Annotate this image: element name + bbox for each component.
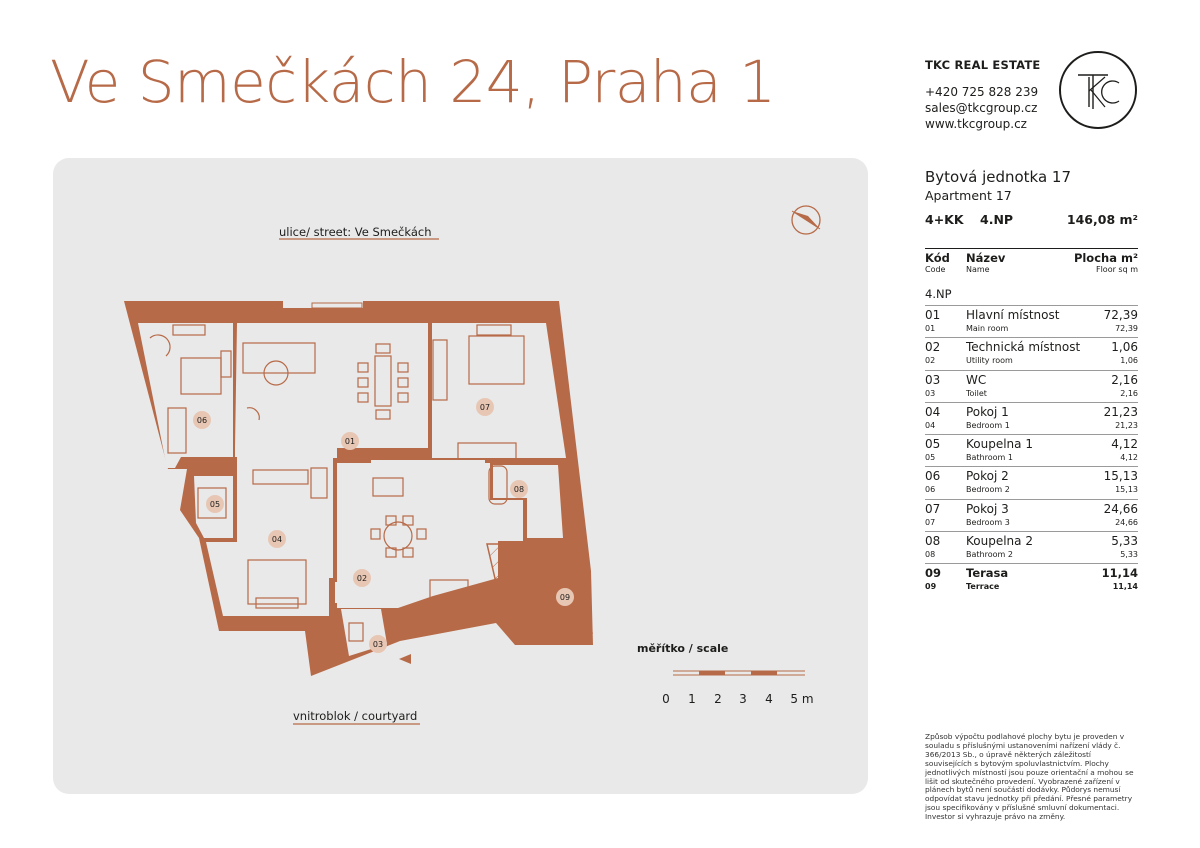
room-name: Hlavní místnost: [966, 308, 1060, 322]
room-name-en: Bedroom 2: [966, 485, 1010, 495]
room-name-en: Bathroom 1: [966, 453, 1013, 463]
room-name: WC: [966, 372, 987, 387]
unit-floor: 4.NP: [980, 212, 1014, 227]
room-area-sub: 11,14: [1112, 582, 1138, 592]
room-code-sub: 09: [925, 582, 937, 592]
room-area-sub: 5,33: [1120, 550, 1138, 560]
scale-tick: 0: [662, 692, 670, 706]
scale-ticks: [662, 692, 813, 706]
col-name: Název: [966, 251, 1006, 265]
contact-block: [925, 57, 1040, 132]
table-row: [925, 370, 1138, 402]
scale-tick: 2: [714, 692, 722, 706]
room-marker-02: 02: [356, 574, 368, 583]
room-name-en: Utility room: [966, 356, 1013, 366]
room-code-sub: 05: [925, 453, 936, 463]
room-area-sub: 4,12: [1120, 453, 1138, 463]
room-name: Koupelna 2: [966, 534, 1033, 549]
room-code-sub: 03: [925, 388, 936, 398]
room-name-en: Terrace: [966, 582, 1000, 592]
room-table-header: [925, 248, 1138, 274]
room-marker-06: 06: [196, 416, 208, 425]
room-area: 15,13: [1103, 469, 1138, 484]
room-code: 06: [925, 469, 941, 484]
room-area-sub: 2,16: [1120, 388, 1138, 398]
tkc-logo: [1059, 51, 1137, 129]
room-code-sub: 06: [925, 485, 936, 495]
courtyard-label: vnitroblok / courtyard: [293, 709, 418, 723]
room-name-en: Toilet: [966, 388, 987, 398]
unit-area: 146,08 m²: [1066, 212, 1138, 227]
room-table: [925, 305, 1138, 596]
col-code-en: Code: [925, 265, 946, 274]
email-link[interactable]: sales@tkcgroup.cz: [925, 101, 1038, 115]
room-name: Pokoj 2: [966, 469, 1009, 484]
room-marker-09: 09: [559, 593, 571, 602]
room-name: Technická místnost: [966, 340, 1081, 355]
room-area: 72,39: [1103, 308, 1138, 322]
table-row: [925, 499, 1138, 531]
room-area: 2,16: [1111, 372, 1138, 387]
room-area: 5,33: [1111, 534, 1138, 549]
table-row: [925, 434, 1138, 466]
page-title: Ve Smečkách 24, Praha 1: [50, 48, 776, 116]
room-marker-04: 04: [271, 535, 283, 544]
room-name: Pokoj 1: [966, 404, 1009, 419]
room-marker-08: 08: [513, 485, 525, 494]
col-name-en: Name: [966, 265, 990, 274]
phone-link[interactable]: +420 725 828 239: [925, 85, 1039, 99]
col-area: Plocha m²: [1073, 251, 1138, 265]
room-code: 01: [925, 308, 941, 322]
scale-tick: 4: [765, 692, 773, 706]
unit-name-en: Apartment 17: [925, 188, 1012, 203]
room-area: 11,14: [1101, 566, 1138, 581]
entrance-arrow-icon: [399, 654, 411, 664]
table-row: [925, 337, 1138, 369]
room-07-interior: [432, 323, 566, 458]
scale-tick: 5 m: [790, 692, 814, 706]
room-area: 1,06: [1111, 340, 1138, 355]
table-row: [925, 305, 1138, 337]
room-area-sub: 15,13: [1115, 485, 1138, 495]
room-name-en: Main room: [966, 324, 1009, 333]
room-code-sub: 01: [925, 324, 936, 333]
room-code: 02: [925, 340, 941, 355]
scale-tick: 1: [688, 692, 696, 706]
room-area-sub: 24,66: [1115, 517, 1138, 527]
room-code: 08: [925, 534, 941, 549]
table-row: [925, 531, 1138, 563]
room-name: Koupelna 1: [966, 437, 1033, 452]
table-row: [925, 563, 1138, 595]
col-code: Kód: [925, 251, 950, 265]
table-row: [925, 466, 1138, 498]
compass-icon: [792, 206, 820, 234]
tkc-logo-icon: [1061, 53, 1135, 127]
room-area: 24,66: [1103, 501, 1138, 516]
room-name-en: Bedroom 1: [966, 420, 1010, 430]
kitchen-strip: [371, 460, 485, 498]
room-04-interior: [206, 542, 329, 616]
table-row: [925, 402, 1138, 434]
room-name: Terasa: [966, 566, 1009, 581]
scale-tick: 3: [739, 692, 747, 706]
scale-bar: [673, 671, 805, 675]
room-area-sub: 1,06: [1120, 356, 1138, 366]
room-marker-05: 05: [209, 500, 221, 509]
room-area: 4,12: [1111, 437, 1138, 452]
room-name-en: Bathroom 2: [966, 550, 1013, 560]
room-marker-03: 03: [372, 640, 384, 649]
room-area-sub: 72,39: [1115, 324, 1138, 333]
room-code: 03: [925, 372, 941, 387]
street-label: ulice/ street: Ve Smečkách: [279, 225, 432, 239]
room-code: 07: [925, 501, 941, 516]
col-area-en: Floor sq m: [1095, 265, 1138, 274]
room-marker-01: 01: [344, 437, 356, 446]
company-name: TKC REAL ESTATE: [925, 58, 1041, 72]
unit-layout: 4+KK: [925, 212, 964, 227]
room-name: Pokoj 3: [966, 501, 1009, 516]
unit-name-cz: Bytová jednotka 17: [925, 168, 1072, 186]
floor-plan: [53, 158, 868, 794]
room-code: 09: [925, 566, 942, 581]
room-code: 04: [925, 404, 941, 419]
room-area: 21,23: [1103, 404, 1138, 419]
room-marker-07: 07: [479, 403, 491, 412]
room-code-sub: 08: [925, 550, 936, 560]
scale-title: měřítko / scale: [637, 642, 729, 655]
floor-plan-panel: [53, 158, 868, 794]
disclaimer: Způsob výpočtu podlahové plochy bytu je proveden v souladu s příslušnými ustanoveními nařízení vlády č. 366/2013 Sb., o úpravě některých záležitostí souvisejících s bytovým spoluvlastnictvím. Plochy jednotlivých místností jsou pouze orientační a mohou se lišit od skutečného provedení. Vyobrazené zařízení v plánech bytů není součástí dodávky. Půdorys nemusí odpovídat stavu jednotky při předání. Přesné parametry jsou specifikovány v příslušné smluvní dokumentaci. Investor si vyhrazuje právo na změny.: [925, 732, 1134, 822]
room-area-sub: 21,23: [1115, 420, 1138, 430]
room-code-sub: 07: [925, 517, 936, 527]
room-code-sub: 04: [925, 420, 936, 430]
web-link[interactable]: www.tkcgroup.cz: [925, 117, 1027, 131]
room-code-sub: 02: [925, 356, 936, 366]
room-code: 05: [925, 437, 941, 452]
room-name-en: Bedroom 3: [966, 517, 1010, 527]
floor-group-label: 4.NP: [925, 287, 952, 301]
